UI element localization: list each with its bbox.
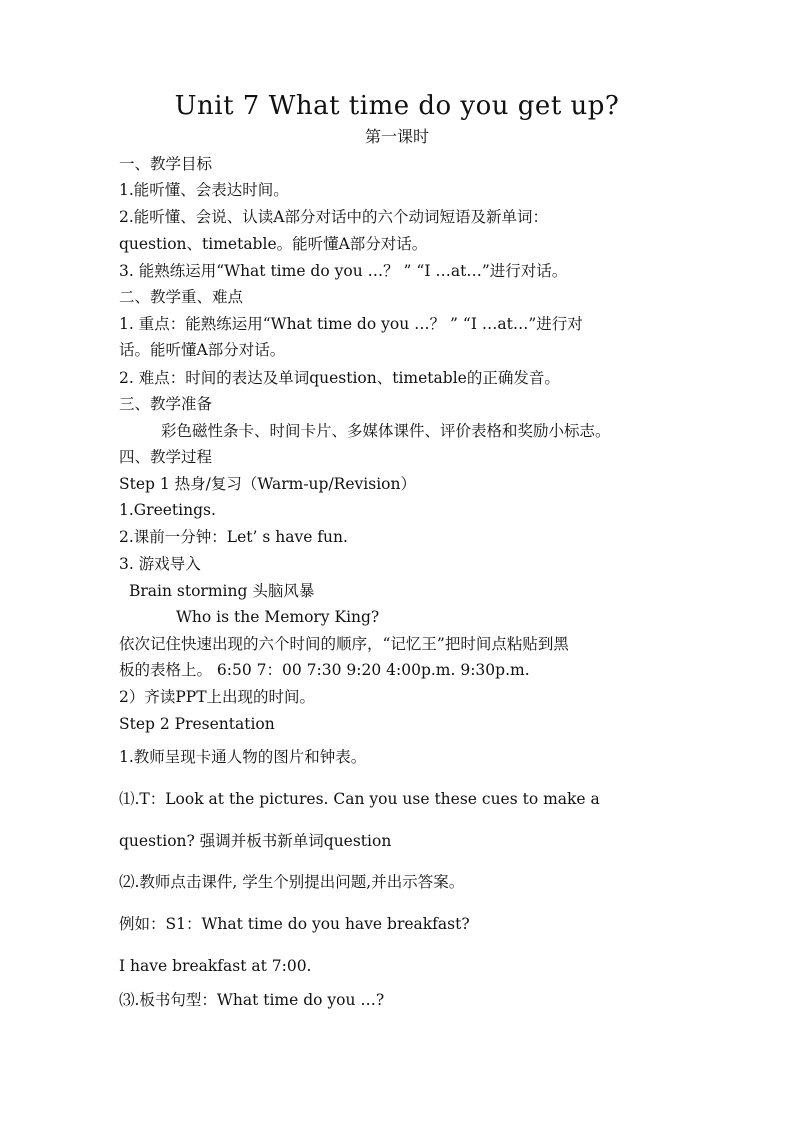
document-subtitle: 第一课时 [364, 127, 429, 146]
body-line: 例如：S1：What time do you have breakfast? [119, 915, 470, 933]
body-line: 依次记住快速出现的六个时间的顺序，“记忆王”把时间点粘贴到黑 [119, 635, 569, 653]
document-title: Unit 7 What time do you get up? [174, 91, 620, 121]
section-heading-preparation: 三、教学准备 [119, 395, 213, 413]
body-line: 3. 能熟练运用“What time do you …？ ” “I …at…”进行对话。 [119, 262, 568, 280]
body-line: 1. 重点：能熟练运用“What time do you …？ ” “I …at…”进行对 [119, 315, 583, 333]
body-line: Brain storming 头脑风暴 [129, 582, 315, 600]
step-heading: Step 2 Presentation [119, 715, 275, 733]
body-line: 1.教师呈现卡通人物的图片和钟表。 [119, 748, 367, 766]
body-line: ⑵.教师点击课件, 学生个别提出问题,并出示答案。 [119, 873, 465, 891]
body-line: 板的表格上。 6:50 7：00 7:30 9:20 4:00p.m. 9:30p.m. [119, 661, 530, 679]
body-line: question、timetable。能听懂A部分对话。 [119, 235, 428, 253]
body-line: 话。能听懂A部分对话。 [119, 341, 286, 359]
body-line: 2）齐读PPT上出现的时间。 [119, 688, 316, 706]
body-line: 3. 游戏导入 [119, 555, 201, 573]
body-line: Who is the Memory King? [176, 608, 380, 626]
section-heading-process: 四、教学过程 [119, 448, 213, 466]
body-line: 1.能听懂、会表达时间。 [119, 181, 289, 199]
body-line: 2.能听懂、会说、认读A部分对话中的六个动词短语及新单词： [119, 208, 548, 226]
body-line: 彩色磁性条卡、时间卡片、多媒体课件、评价表格和奖励小标志。 [161, 422, 611, 440]
body-line: ⑶.板书句型：What time do you …? [119, 991, 385, 1009]
body-line: 1.Greetings. [119, 501, 216, 519]
body-line: ⑴.T：Look at the pictures. Can you use these cues to make a [119, 790, 600, 808]
step-heading: Step 1 热身/复习（Warm-up/Revision） [119, 475, 416, 493]
body-line: I have breakfast at 7:00. [119, 957, 312, 975]
section-heading-objectives: 一、教学目标 [119, 155, 213, 173]
section-heading-key-points: 二、教学重、难点 [119, 288, 244, 306]
body-line: 2.课前一分钟：Let’ s have fun. [119, 528, 348, 546]
body-line: 2. 难点：时间的表达及单词question、timetable的正确发音。 [119, 369, 560, 387]
body-line: question? 强调并板书新单词question [119, 832, 392, 850]
